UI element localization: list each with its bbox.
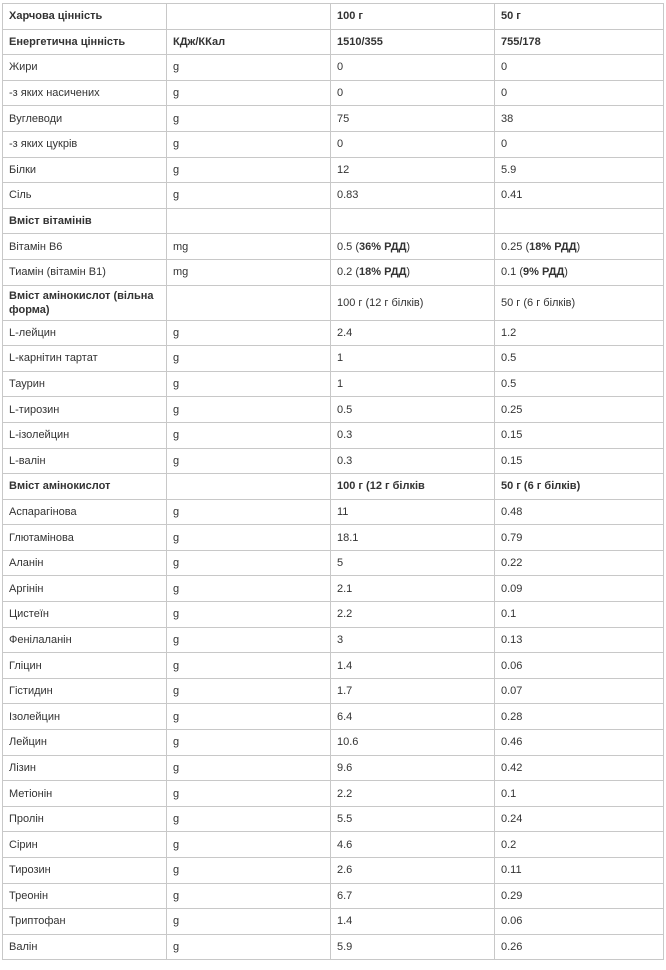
value: 0.2 ( (337, 266, 360, 279)
row-per50: 38 (495, 106, 664, 132)
section-title: Вміст амінокислот (вільна форма) (3, 285, 167, 320)
table-row (3, 422, 664, 448)
row-per50 (495, 259, 664, 285)
row-per100: 0.5 (331, 397, 495, 423)
energy-per100: 1510/355 (331, 29, 495, 55)
row-label: Цистеїн (3, 602, 167, 628)
row-per50: 0.5 (495, 346, 664, 372)
table-row (3, 320, 664, 346)
rda-percent: 18% РДД (529, 240, 577, 253)
row-label: Глютамінова (3, 525, 167, 551)
table-row (3, 157, 664, 183)
row-label: Лізин (3, 755, 167, 781)
table-row (3, 397, 664, 423)
rda-percent: 9% РДД (523, 266, 565, 279)
row-unit: g (167, 371, 331, 397)
section-per50: 50 г (6 г білків) (495, 474, 664, 500)
row-per100: 1 (331, 371, 495, 397)
row-per100: 0.83 (331, 183, 495, 209)
energy-unit: КДж/ККал (167, 29, 331, 55)
table-row (3, 131, 664, 157)
table-row (3, 234, 664, 260)
row-unit: mg (167, 259, 331, 285)
row-per100: 4.6 (331, 832, 495, 858)
table-row (3, 106, 664, 132)
row-label: Триптофан (3, 909, 167, 935)
row-per50: 1.2 (495, 320, 664, 346)
row-unit: g (167, 525, 331, 551)
rda-percent: 18% РДД (359, 266, 407, 279)
row-per100: 1.7 (331, 678, 495, 704)
table-row (3, 55, 664, 81)
table-row (3, 832, 664, 858)
value-close: ) (564, 266, 568, 279)
row-per50: 0.48 (495, 499, 664, 525)
row-unit: g (167, 806, 331, 832)
row-per50: 0.11 (495, 858, 664, 884)
row-per100: 1.4 (331, 909, 495, 935)
row-per100: 5.5 (331, 806, 495, 832)
table-row (3, 858, 664, 884)
row-label: Гістидин (3, 678, 167, 704)
row-label: Тирозин (3, 858, 167, 884)
row-unit: g (167, 80, 331, 106)
row-unit: g (167, 781, 331, 807)
energy-label: Енергетична цінність (3, 29, 167, 55)
header-unit (167, 4, 331, 30)
row-unit: g (167, 320, 331, 346)
row-per50: 0.1 (495, 781, 664, 807)
table-row (3, 576, 664, 602)
section-per100: 100 г (12 г білків (331, 474, 495, 500)
row-unit: g (167, 883, 331, 909)
table-row (3, 909, 664, 935)
row-unit: g (167, 704, 331, 730)
table-row (3, 730, 664, 756)
table-row (3, 755, 664, 781)
row-label: Вітамін B6 (3, 234, 167, 260)
row-per100: 0 (331, 80, 495, 106)
row-label: Сіль (3, 183, 167, 209)
nutrition-table (2, 3, 664, 960)
table-row (3, 259, 664, 285)
row-per50: 0.42 (495, 755, 664, 781)
row-label: Аланін (3, 550, 167, 576)
row-per100: 11 (331, 499, 495, 525)
row-per100: 0.3 (331, 448, 495, 474)
row-label: L-ізолейцин (3, 422, 167, 448)
row-per50: 0 (495, 80, 664, 106)
value-close: ) (406, 240, 411, 253)
table-row (3, 883, 664, 909)
row-unit: g (167, 157, 331, 183)
row-unit: g (167, 832, 331, 858)
row-per50: 0 (495, 131, 664, 157)
row-label: L-карнітин тартат (3, 346, 167, 372)
row-label: Вуглеводи (3, 106, 167, 132)
row-unit: g (167, 346, 331, 372)
row-label: Фенілаланін (3, 627, 167, 653)
row-per50: 0.09 (495, 576, 664, 602)
row-per50: 0.79 (495, 525, 664, 551)
row-label: Аспарагінова (3, 499, 167, 525)
row-label: Білки (3, 157, 167, 183)
row-label: L-валін (3, 448, 167, 474)
table-row (3, 80, 664, 106)
row-per100 (331, 234, 495, 260)
row-per50: 0.2 (495, 832, 664, 858)
table-row (3, 934, 664, 960)
table-row (3, 806, 664, 832)
value-close: ) (576, 240, 581, 253)
row-per50: 0.28 (495, 704, 664, 730)
row-per50: 0.24 (495, 806, 664, 832)
row-unit: g (167, 602, 331, 628)
row-per100: 2.2 (331, 602, 495, 628)
row-unit: g (167, 397, 331, 423)
row-per100: 1 (331, 346, 495, 372)
row-label: Метіонін (3, 781, 167, 807)
row-per50: 0.13 (495, 627, 664, 653)
row-per50: 0.41 (495, 183, 664, 209)
row-per100: 18.1 (331, 525, 495, 551)
table-row (3, 525, 664, 551)
row-per100: 0 (331, 55, 495, 81)
row-per100: 2.4 (331, 320, 495, 346)
amino-group (3, 499, 664, 960)
section-per50: 50 г (6 г білків) (495, 285, 664, 320)
row-per100: 75 (331, 106, 495, 132)
row-per100: 5.9 (331, 934, 495, 960)
value: 0.25 ( (501, 240, 530, 253)
table-header-row (3, 4, 664, 30)
row-per100: 10.6 (331, 730, 495, 756)
vitamins-group (3, 234, 664, 285)
row-unit: g (167, 858, 331, 884)
row-label: Таурин (3, 371, 167, 397)
table-row (3, 346, 664, 372)
row-label: Гліцин (3, 653, 167, 679)
row-per100: 2.1 (331, 576, 495, 602)
row-per100: 2.6 (331, 858, 495, 884)
row-per50: 0.06 (495, 909, 664, 935)
row-per100: 2.2 (331, 781, 495, 807)
row-unit: g (167, 422, 331, 448)
table-row (3, 499, 664, 525)
row-per50: 0.06 (495, 653, 664, 679)
section-title: Вміст вітамінів (3, 208, 167, 234)
row-unit: g (167, 678, 331, 704)
row-label: -з яких насичених (3, 80, 167, 106)
row-per50: 0.07 (495, 678, 664, 704)
row-per50: 0.29 (495, 883, 664, 909)
row-per100: 12 (331, 157, 495, 183)
row-label: Треонін (3, 883, 167, 909)
row-unit: g (167, 653, 331, 679)
value: 0.1 ( (501, 266, 524, 279)
header-label: Харчова цінність (3, 4, 167, 30)
rda-percent: 36% РДД (359, 240, 407, 253)
row-unit: g (167, 627, 331, 653)
header-per50: 50 г (495, 4, 664, 30)
row-unit: g (167, 550, 331, 576)
row-per100: 5 (331, 550, 495, 576)
row-unit: g (167, 730, 331, 756)
row-per50: 0.25 (495, 397, 664, 423)
row-unit: g (167, 106, 331, 132)
table-row (3, 183, 664, 209)
row-label: Пролін (3, 806, 167, 832)
row-label: Тиамін (вітамін B1) (3, 259, 167, 285)
row-unit: g (167, 55, 331, 81)
header-per100: 100 г (331, 4, 495, 30)
table-row (3, 653, 664, 679)
nutrients-group (3, 55, 664, 209)
row-per50: 0.22 (495, 550, 664, 576)
row-per100: 6.7 (331, 883, 495, 909)
free-amino-group (3, 320, 664, 474)
table-row (3, 678, 664, 704)
row-label: Аргінін (3, 576, 167, 602)
free-amino-section-header (3, 285, 664, 320)
table-row (3, 602, 664, 628)
section-per100: 100 г (12 г білків) (331, 285, 495, 320)
row-per50: 0.5 (495, 371, 664, 397)
row-per50: 0 (495, 55, 664, 81)
row-label: Лейцин (3, 730, 167, 756)
row-label: Валін (3, 934, 167, 960)
row-unit: g (167, 448, 331, 474)
row-per50: 0.1 (495, 602, 664, 628)
table-row (3, 704, 664, 730)
vitamins-section-header (3, 208, 664, 234)
amino-section-header (3, 474, 664, 500)
energy-per50: 755/178 (495, 29, 664, 55)
row-per50: 5.9 (495, 157, 664, 183)
section-title: Вміст амінокислот (3, 474, 167, 500)
row-per100: 1.4 (331, 653, 495, 679)
row-unit: g (167, 131, 331, 157)
table-row (3, 371, 664, 397)
row-per50: 0.15 (495, 422, 664, 448)
row-per100: 0 (331, 131, 495, 157)
row-unit: g (167, 576, 331, 602)
row-unit: g (167, 909, 331, 935)
row-per100: 6.4 (331, 704, 495, 730)
row-unit: g (167, 755, 331, 781)
table-row (3, 448, 664, 474)
row-unit: mg (167, 234, 331, 260)
value: 0.5 ( (337, 240, 360, 253)
row-per100: 9.6 (331, 755, 495, 781)
row-per50: 0.46 (495, 730, 664, 756)
table-row (3, 550, 664, 576)
row-per50: 0.15 (495, 448, 664, 474)
energy-row (3, 29, 664, 55)
row-unit: g (167, 183, 331, 209)
table-row (3, 627, 664, 653)
row-per50 (495, 234, 664, 260)
row-label: Сірин (3, 832, 167, 858)
row-label: Ізолейцин (3, 704, 167, 730)
row-label: L-тирозин (3, 397, 167, 423)
row-per50: 0.26 (495, 934, 664, 960)
value-close: ) (406, 266, 411, 279)
row-label: L-лейцин (3, 320, 167, 346)
row-per100: 3 (331, 627, 495, 653)
row-label: -з яких цукрів (3, 131, 167, 157)
table-row (3, 781, 664, 807)
row-unit: g (167, 934, 331, 960)
row-unit: g (167, 499, 331, 525)
row-per100 (331, 259, 495, 285)
row-per100: 0.3 (331, 422, 495, 448)
row-label: Жири (3, 55, 167, 81)
